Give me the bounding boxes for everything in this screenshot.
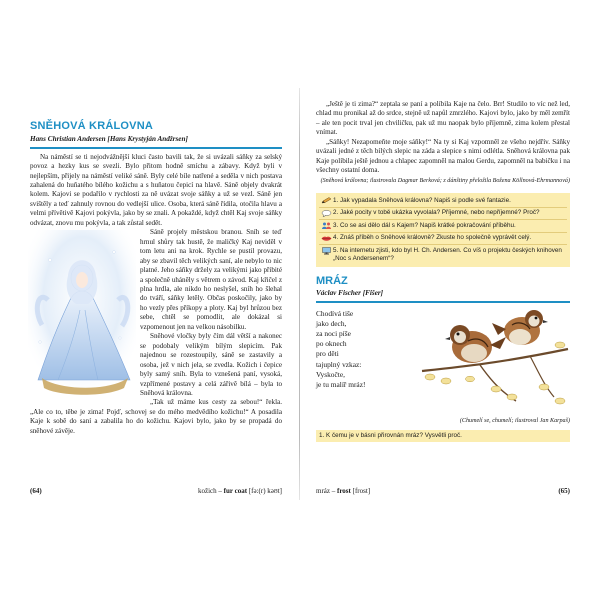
gloss-english: frost	[337, 487, 351, 495]
poem-title: MRÁZ	[316, 274, 348, 287]
gloss-word: kožich –	[197, 487, 222, 495]
gloss-pronunciation: [fə:(r) kəʊt]	[248, 487, 282, 495]
poem-line: po oknech	[316, 339, 347, 349]
story-paragraph: Sněhové vločky byly čím dál větší a nakonec se podobaly velikým bílým slepicím. Pak najednou se rozestoupily, sáně se zastavily a osoba, jež v nich jela, se zvedla. Kožich i čepice byly samý sníh. Byla to vznešená paní, vysoká, vzpřímené postavy a celá zářivě bílá – byla to Sněhová královna.	[140, 332, 282, 397]
poem-line: Chodívá tiše	[316, 308, 354, 318]
story-paragraph: Na náměstí se ti nejodvážnější kluci často bavili tak, že si uvázali sáňky za selský povoz a hezky kus se svezli. Bylo přitom hodně smíchu a zábavy. Když byli v nejlepším, přijely na náměstí veliké sáně. Byly celé bíle natřené a seděla v nich postava zahalená do huňatého bílého kožichu a s huňatou čepicí na hlavě. Sáně objely dvakrát kolem. Kajovi se podařilo v rychlosti za ně uvázat svoje sáňky a už se vezl. Sáně jen svištěly a teď zahnuly rovnou do vedlejší ulice. Osoba, která sáně řídila, otočila hlavu a velmi přívětivě Kajovi pokývla, jako by se znali. A pokaždé, když chtěl Kaj svoje sáňky odvázat, znovu mu pokývla, a tak zůstal sedět.	[30, 152, 282, 227]
task-text: 5. Na internetu zjisti, kdo byl H. Ch. Andersen. Co víš o projektu českých knihoven „Noc s Andersenem“?	[333, 246, 562, 263]
poem-line: je tu malíř mráz!	[316, 380, 366, 389]
task-item	[319, 195, 567, 207]
poem-text	[316, 309, 416, 391]
lips-icon	[319, 234, 333, 242]
book-spine	[299, 88, 300, 500]
poem-task-box	[316, 430, 570, 442]
page-number: (65)	[558, 487, 570, 495]
page-number: (64)	[30, 487, 42, 495]
poem-line: Vyskočte,	[316, 369, 345, 379]
title-rule	[30, 147, 282, 148]
task-text: 4. Znáš příběh o Sněhové královně? Zkuste ho společně vyprávět celý.	[333, 234, 532, 242]
story-paragraph: „Sáňky! Nezapomeňte moje sáňky!“ Na ty si Kaj vzpomněl ze všeho nejdřív. Sáňky uvázali jedné z těch bílých slepic na záda a slepice s nimi odlétla. Sněhová královna pak Kaje políbila ještě jednou a chlapec zapomněl na malou Gerdu, zapomněl na babičku i na všechny ostatní doma.	[316, 137, 570, 175]
left-footer	[30, 487, 282, 496]
poem-line: pro děti	[316, 349, 339, 359]
gloss-word: mráz –	[316, 487, 336, 495]
task-item	[319, 233, 567, 245]
story-caption: (Sněhová královna; ilustrovala Dagmar Berková; z dánštiny přeložila Božena Köllnová-Ehrmannová)	[320, 177, 570, 184]
sparrows-illustration	[420, 301, 570, 411]
task-box	[316, 193, 570, 267]
poem-line: jako dech,	[316, 318, 347, 328]
story-title: SNĚHOVÁ KRÁLOVNA	[30, 120, 153, 132]
vocabulary-gloss	[316, 487, 370, 496]
poem-author: Václav Fischer [Fišer]	[316, 288, 384, 297]
task-item	[319, 220, 567, 232]
vocabulary-gloss	[198, 487, 282, 496]
computer-icon	[319, 247, 333, 256]
poem-line: za noci píše	[316, 328, 351, 338]
left-page	[30, 100, 282, 496]
people-icon	[319, 222, 333, 230]
poem-task-text: 1. K čemu je v básni přirovnán mráz? Vysvětli proč.	[319, 432, 462, 440]
poem-area	[316, 309, 570, 421]
task-text: 3. Co se asi dělo dál s Kajem? Napiš krátké pokračování příběhu.	[333, 221, 516, 229]
gloss-pronunciation: [frost]	[352, 487, 371, 495]
snow-queen-illustration	[28, 230, 136, 400]
story-paragraph: „Tak už máme kus cesty za sebou!“ řekla. „Ale co to, těbe je zima! Pojď, schovej se do mého medvědího kožichu!“ A posadila Kaje k sobě do saní a zabalila ho do kožichu. Kajovi bylo, jako by se propadá do sněhové závěje.	[30, 398, 282, 435]
poem-caption: (Chumelí se, chumelí; ilustroval Jan Karpaš)	[459, 417, 570, 424]
speech-icon	[319, 209, 333, 217]
gloss-english: fur coat	[223, 487, 248, 495]
poem-line: tajuplný vzkaz:	[316, 359, 362, 369]
task-item	[319, 245, 567, 265]
story-author: Hans Christian Andersen [Hans Krystyján Andžrsen]	[30, 135, 188, 143]
task-text: 2. Jaké pocity v tobě ukázka vyvolala? Příjemné, nebo nepříjemné? Proč?	[333, 209, 540, 217]
task-text: 1. Jak vypadala Sněhová královna? Napiš si podle své fantazie.	[333, 196, 511, 204]
story-paragraph: „Ještě je ti zima?“ zeptala se paní a políbila Kaje na čelo. Brr! Studilo to víc než led, chlad mu pronikal až do srdce, stejně už napůl zmrzlého. Kajovi bylo, jako by měl zemřít – ale ten pocit trval jen chviličku, pak už mu naopak bylo příjemně, zima kolem přestal vnímat.	[316, 100, 570, 137]
pencil-icon	[319, 197, 333, 205]
right-page	[316, 100, 570, 496]
task-item	[319, 208, 567, 220]
right-footer	[316, 487, 570, 496]
story-paragraph: Sáně projely městskou branou. Sníh se teď hrnul shůry tak hustě, že maličký Kaj neviděl v tom letu ani na krok. Rychle se pustil provazu, aby se zbavil těch velikých saní, ale nebylo to nic platné. Jeho sáňky držely za velikými jako přibité a společně uháněly s větrem o závod. Kaj křičel z plna hrdla, ale nikdo ho neslyšel, sníh ho šlehal do tváří, sáňky letěly. Občas poskočily, jako by ho vezly přes příkopy a ploty. Kaj byl hrůzou bez sebe, chtěl se pomodlit, ale dokázal si vzpomenout jen na velkou násobilku.	[140, 228, 282, 331]
